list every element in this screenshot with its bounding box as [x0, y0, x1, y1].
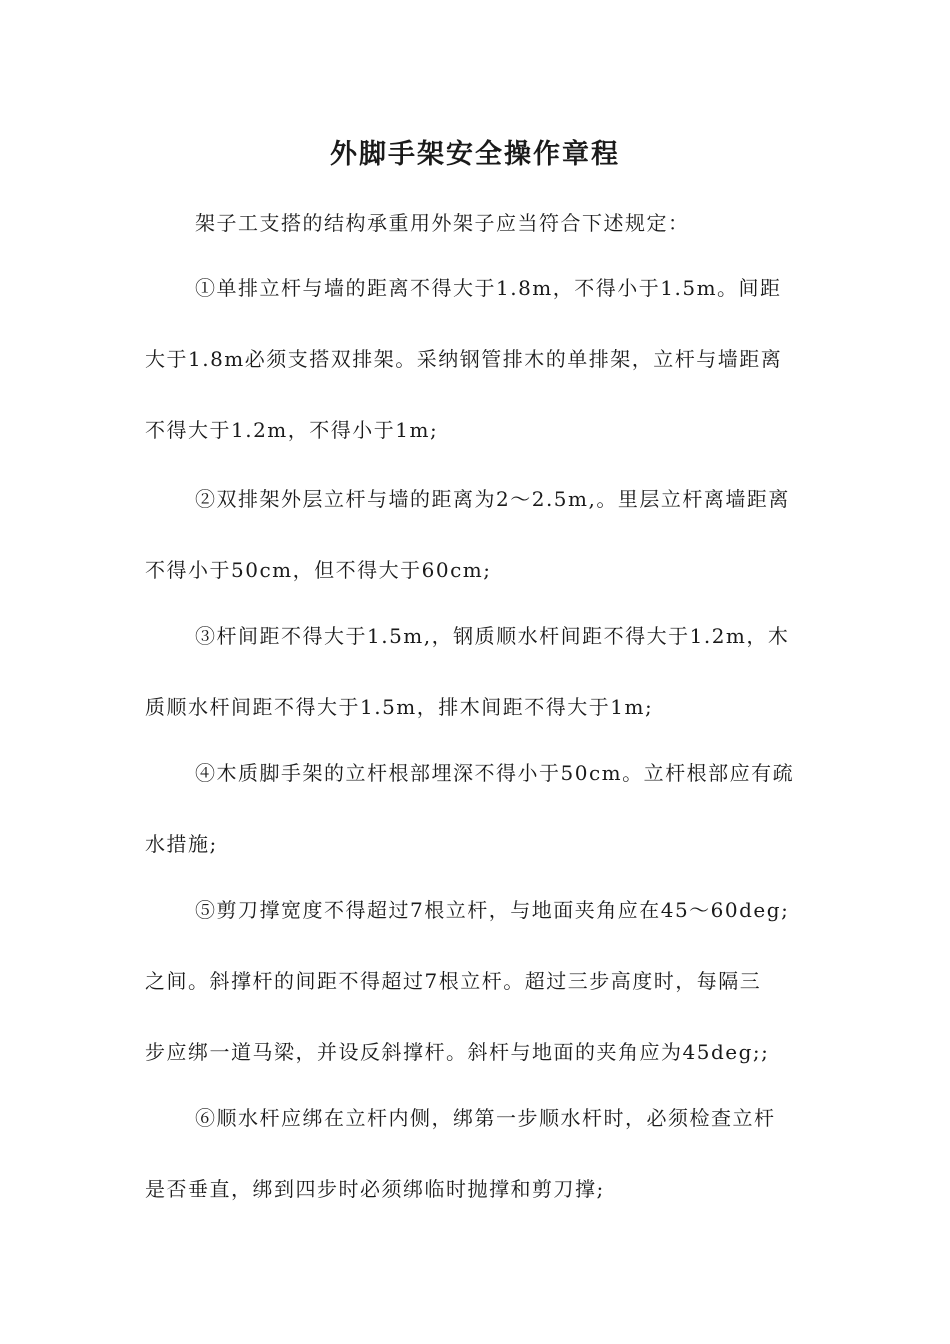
rule-3-line-2: 质顺水杆间距不得大于1.5m，排木间距不得大于1m; — [145, 695, 654, 719]
rule-1-line-3: 不得大于1.2m，不得小于1m; — [145, 418, 439, 442]
intro-line: 架子工支搭的结构承重用外架子应当符合下述规定： — [195, 211, 690, 235]
rule-6-line-1: ⑥顺水杆应绑在立杆内侧，绑第一步顺水杆时，必须检查立杆 — [195, 1106, 776, 1130]
rule-2-line-1: ②双排架外层立杆与墙的距离为2～2.5m,。里层立杆离墙距离 — [195, 487, 790, 511]
rule-6-line-2: 是否垂直，绑到四步时必须绑临时抛撑和剪刀撑; — [145, 1177, 605, 1201]
document-title: 外脚手架安全操作章程 — [330, 139, 620, 170]
rule-3-line-1: ③杆间距不得大于1.5m,，钢质顺水杆间距不得大于1.2m，木 — [195, 624, 790, 648]
rule-1-line-2: 大于1.8m必须支搭双排架。采纳钢管排木的单排架，立杆与墙距离 — [145, 347, 783, 371]
rule-5-line-2: 之间。斜撑杆的间距不得超过7根立杆。超过三步高度时，每隔三 — [145, 969, 762, 993]
rule-5-line-3: 步应绑一道马梁，并设反斜撑杆。斜杆与地面的夹角应为45deg;; — [145, 1040, 770, 1064]
rule-1-line-1: ①单排立杆与墙的距离不得大于1.8m，不得小于1.5m。间距 — [195, 276, 782, 300]
rule-5-line-1: ⑤剪刀撑宽度不得超过7根立杆，与地面夹角应在45～60deg; — [195, 898, 790, 922]
rule-2-line-2: 不得小于50cm，但不得大于60cm; — [145, 558, 492, 582]
rule-4-line-2: 水措施; — [145, 832, 218, 856]
rule-4-line-1: ④木质脚手架的立杆根部埋深不得小于50cm。立杆根部应有疏 — [195, 761, 795, 785]
